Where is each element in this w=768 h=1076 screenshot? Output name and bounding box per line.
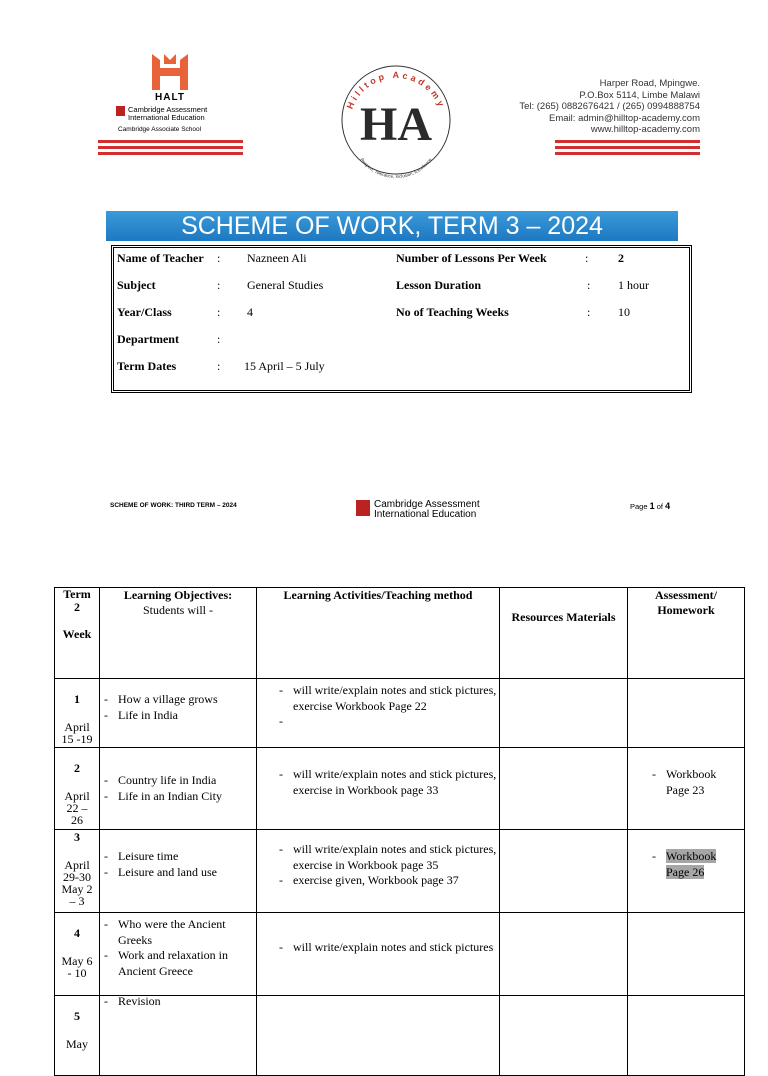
activities-cell bbox=[257, 748, 500, 830]
highlighted-text: Workbook Page 26 bbox=[666, 849, 717, 879]
footer-logo-line1: Cambridge Assessment bbox=[374, 499, 480, 510]
activities-cell bbox=[257, 913, 500, 996]
table-row bbox=[55, 830, 745, 913]
page-total: 4 bbox=[665, 501, 671, 511]
contact-block bbox=[519, 78, 700, 136]
resources-cell bbox=[500, 996, 628, 1076]
activities-cell bbox=[257, 679, 500, 748]
info-row-year bbox=[117, 305, 687, 321]
associate-label: Cambridge Associate School bbox=[118, 126, 202, 133]
week-number: 2 bbox=[74, 761, 80, 775]
objective-item: - Life in an Indian City bbox=[118, 789, 256, 805]
resources-cell bbox=[500, 913, 628, 996]
assessment-cell bbox=[628, 748, 745, 830]
week-number: 5 bbox=[74, 1009, 80, 1023]
activity-item: - exercise given, Workbook page 37 bbox=[293, 873, 499, 889]
activity-item: - will write/explain notes and stick pictures bbox=[293, 940, 499, 956]
resources-cell bbox=[500, 748, 628, 830]
duration-value: 1 hour bbox=[618, 278, 649, 292]
week-cell bbox=[55, 830, 100, 913]
dept-label: Department bbox=[117, 332, 179, 346]
subject-label: Subject bbox=[117, 278, 156, 292]
objective-item: - Country life in India bbox=[118, 773, 256, 789]
activity-item bbox=[293, 714, 499, 730]
activity-item: - will write/explain notes and stick pictures, exercise in Workbook page 33 bbox=[293, 767, 499, 798]
footer-logo-line2: International Education bbox=[374, 509, 477, 520]
week-date: May bbox=[66, 1037, 88, 1051]
footer-title: SCHEME OF WORK: THIRD TERM – 2024 bbox=[110, 502, 237, 509]
hilltop-seal bbox=[330, 54, 462, 186]
objective-item: - Leisure and land use bbox=[118, 865, 256, 881]
page-number bbox=[630, 501, 670, 511]
table-row bbox=[55, 748, 745, 830]
lessons-value: 2 bbox=[618, 251, 624, 265]
header-resources: Resources Materials bbox=[500, 588, 628, 679]
page-title: SCHEME OF WORK, TERM 3 – 2024 bbox=[106, 211, 678, 241]
objective-item: - Revision bbox=[118, 994, 256, 1010]
seal-monogram: HA bbox=[360, 98, 432, 151]
colon: : bbox=[587, 278, 591, 292]
activity-item: - will write/explain notes and stick pictures, exercise Workbook Page 22 bbox=[293, 683, 499, 714]
week-date: April 29-30 May 2 – 3 bbox=[61, 858, 93, 908]
lessons-label: Number of Lessons Per Week bbox=[396, 251, 547, 265]
info-row-dept bbox=[117, 332, 687, 348]
colon: : bbox=[217, 251, 221, 265]
seal-bottom-text: Respect, Tolerance, Inclusion, Excellence bbox=[359, 157, 433, 180]
page-current: 1 bbox=[649, 501, 655, 511]
cambridge-line1: Cambridge Assessment bbox=[128, 105, 208, 114]
week-number: 3 bbox=[74, 830, 80, 844]
week-cell bbox=[55, 996, 100, 1076]
colon: : bbox=[585, 251, 589, 265]
week-date: April 15 -19 bbox=[61, 720, 93, 746]
dates-label: Term Dates bbox=[117, 359, 177, 373]
assessment-cell bbox=[628, 679, 745, 748]
assessment-cell bbox=[628, 996, 745, 1076]
objective-item: - Life in India bbox=[118, 708, 256, 724]
assessment-cell bbox=[628, 913, 745, 996]
objectives-cell bbox=[100, 679, 257, 748]
week-cell bbox=[55, 679, 100, 748]
page-of: of bbox=[654, 502, 666, 511]
email-line: Email: admin@hilltop-academy.com bbox=[549, 112, 700, 124]
colon: : bbox=[217, 278, 221, 292]
week-cell bbox=[55, 748, 100, 830]
letterhead bbox=[100, 44, 700, 180]
colon: : bbox=[217, 359, 221, 373]
tel-line: Tel: (265) 0882676421 / (265) 0994888754 bbox=[519, 101, 700, 112]
teacher-label: Name of Teacher bbox=[117, 251, 204, 265]
objectives-cell bbox=[100, 913, 257, 996]
objectives-cell bbox=[100, 996, 257, 1076]
week-date: May 6 - 10 bbox=[61, 954, 93, 980]
weeks-label: No of Teaching Weeks bbox=[396, 305, 509, 319]
address-line1: Harper Road, Mpingwe. bbox=[599, 78, 700, 89]
address-line2: P.O.Box 5114, Limbe Malawi bbox=[579, 89, 700, 101]
header-objectives-sub: Students will - bbox=[142, 603, 213, 617]
year-label: Year/Class bbox=[117, 305, 172, 319]
objective-item: - How a village grows bbox=[118, 692, 256, 708]
halt-h-icon bbox=[148, 52, 192, 92]
duration-label: Lesson Duration bbox=[396, 278, 482, 292]
activity-item: - will write/explain notes and stick pictures, exercise in Workbook page 35 bbox=[293, 842, 499, 873]
objective-item: - Work and relaxation in Ancient Greece bbox=[118, 948, 250, 979]
week-number: 4 bbox=[74, 926, 80, 940]
halt-label: HALT bbox=[155, 92, 185, 103]
cambridge-line2: International Education bbox=[128, 113, 205, 122]
resources-cell bbox=[500, 679, 628, 748]
week-cell bbox=[55, 913, 100, 996]
activities-cell bbox=[257, 996, 500, 1076]
weeks-value: 10 bbox=[618, 305, 630, 319]
header-term: Term 2 bbox=[63, 587, 91, 614]
subject-value: General Studies bbox=[247, 278, 324, 292]
objective-item: - Leisure time bbox=[118, 849, 256, 865]
dates-value: 15 April – 5 July bbox=[244, 359, 325, 373]
table-row bbox=[55, 679, 745, 748]
year-value: 4 bbox=[247, 305, 253, 319]
info-row-teacher bbox=[117, 251, 687, 267]
header-objectives-title: Learning Objectives: bbox=[123, 588, 233, 602]
red-stripes-left bbox=[98, 140, 243, 160]
colon: : bbox=[217, 305, 221, 319]
colon: : bbox=[587, 305, 591, 319]
week-date: April 22 – 26 bbox=[64, 789, 90, 827]
header-term-week bbox=[55, 588, 100, 679]
header-activities: Learning Activities/Teaching method bbox=[257, 588, 500, 679]
header-assessment: Assessment/ Homework bbox=[628, 588, 745, 679]
info-row-dates bbox=[117, 359, 687, 375]
teacher-value: Nazneen Ali bbox=[247, 251, 307, 265]
seal-top-text: Hilltop Academy bbox=[344, 69, 448, 111]
page-prefix: Page bbox=[630, 502, 650, 511]
assessment-item bbox=[666, 849, 718, 880]
objectives-cell bbox=[100, 830, 257, 913]
table-header-row bbox=[55, 588, 745, 679]
resources-cell bbox=[500, 830, 628, 913]
cambridge-shield-icon bbox=[116, 106, 125, 116]
assessment-item: - Workbook Page 23 bbox=[666, 767, 730, 798]
info-row-subject bbox=[117, 278, 687, 294]
red-stripes-right bbox=[555, 140, 700, 160]
footer-cambridge-logo bbox=[356, 500, 480, 520]
svg-text:Respect, Tolerance, Inclusion, bbox=[359, 157, 432, 179]
cambridge-mark bbox=[116, 106, 207, 122]
colon: : bbox=[217, 332, 221, 346]
cambridge-shield-icon bbox=[356, 500, 370, 516]
assessment-cell bbox=[628, 830, 745, 913]
info-box bbox=[111, 245, 692, 393]
week-number: 1 bbox=[74, 692, 80, 706]
objectives-cell bbox=[100, 748, 257, 830]
header-week: Week bbox=[62, 627, 92, 641]
table-row bbox=[55, 996, 745, 1076]
web-line: www.hilltop-academy.com bbox=[590, 124, 700, 135]
table-row bbox=[55, 913, 745, 996]
activities-cell bbox=[257, 830, 500, 913]
scheme-table bbox=[54, 587, 745, 1076]
header-objectives bbox=[100, 588, 257, 679]
objective-item: - Who were the Ancient Greeks bbox=[118, 917, 250, 948]
